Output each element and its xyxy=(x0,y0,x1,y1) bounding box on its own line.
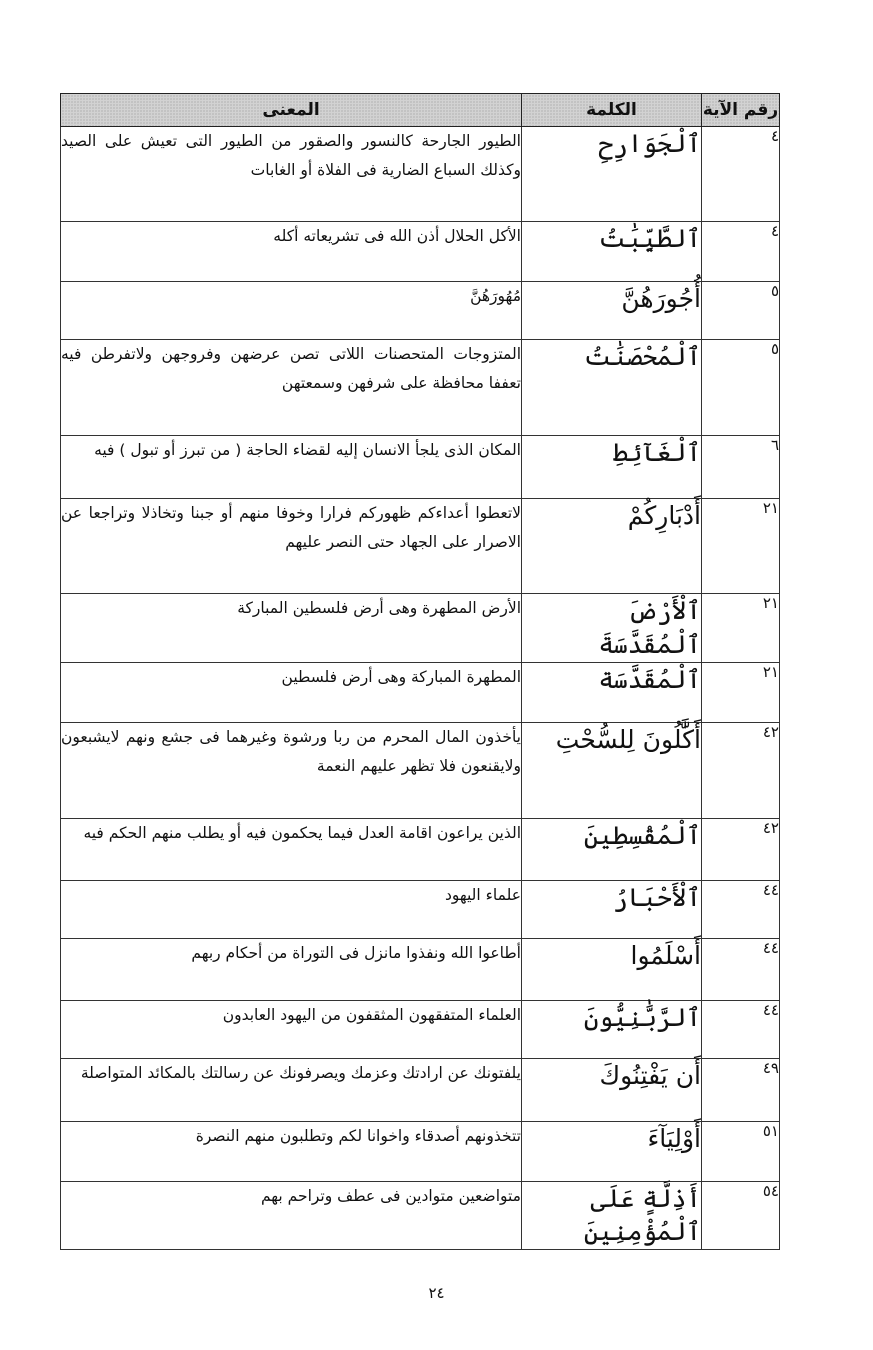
quran-word: ٱلْغَآئِطِ xyxy=(522,436,702,499)
table-row xyxy=(61,127,780,222)
quran-word: ٱلْأَحْبَارُ xyxy=(522,880,702,938)
table-row xyxy=(61,662,780,722)
verse-number: ٢١ xyxy=(702,594,780,663)
table-row xyxy=(61,1181,780,1250)
quran-word: ٱلْأَرْضَ ٱلْمُقَدَّسَةَ xyxy=(522,594,702,663)
glossary-table xyxy=(60,93,780,1250)
table-row xyxy=(61,222,780,282)
quran-word: أُجُورَهُنَّ xyxy=(522,282,702,340)
verse-number: ٥١ xyxy=(702,1121,780,1181)
word-meaning: أطاعوا الله ونفذوا مانزل فى التوراة من أحكام ربهم xyxy=(61,938,522,1000)
quran-word: أَوْلِيَآءَ xyxy=(522,1121,702,1181)
verse-number: ٤٢ xyxy=(702,722,780,818)
table-row xyxy=(61,722,780,818)
table-row xyxy=(61,880,780,938)
quran-word: ٱلْمُقَدَّسَة xyxy=(522,662,702,722)
word-meaning: الذين يراعون اقامة العدل فيما يحكمون فيه أو يطلب منهم الحكم فيه xyxy=(61,818,522,880)
verse-number: ٤٤ xyxy=(702,938,780,1000)
word-meaning: المطهرة المباركة وهى أرض فلسطين xyxy=(61,662,522,722)
page-number: ٢٤ xyxy=(428,1284,445,1302)
word-meaning: مُهُورَهُنَّ xyxy=(61,282,522,340)
header-word: الكلمة xyxy=(522,94,702,127)
verse-number: ٤٢ xyxy=(702,818,780,880)
word-meaning: الأكل الحلال أذن الله فى تشريعاته أكله xyxy=(61,222,522,282)
verse-number: ٤ xyxy=(702,222,780,282)
table-row xyxy=(61,282,780,340)
table-row xyxy=(61,938,780,1000)
quran-word: أَدْبَارِكُمْ xyxy=(522,499,702,594)
verse-number: ٦ xyxy=(702,436,780,499)
quran-word: أَذِلَّةٍ عَلَى ٱلْمُؤْمِنِينَ xyxy=(522,1181,702,1250)
verse-number: ٥ xyxy=(702,340,780,436)
word-meaning: المكان الذى يلجأ الانسان إليه لقضاء الحاجة ( من تبرز أو تبول ) فيه xyxy=(61,436,522,499)
word-meaning: الأرض المطهرة وهى أرض فلسطين المباركة xyxy=(61,594,522,663)
table-row xyxy=(61,1000,780,1058)
verse-number: ٢١ xyxy=(702,499,780,594)
quran-word: أَسْلَمُوا xyxy=(522,938,702,1000)
verse-number: ٤ xyxy=(702,127,780,222)
quran-word: ٱلْمُقْسِطِينَ xyxy=(522,818,702,880)
verse-number: ٥٤ xyxy=(702,1181,780,1250)
verse-number: ٢١ xyxy=(702,662,780,722)
verse-number: ٤٤ xyxy=(702,880,780,938)
header-verse-number: رقم الآية xyxy=(702,94,780,127)
word-meaning: تتخذونهم أصدقاء واخوانا لكم وتطلبون منهم النصرة xyxy=(61,1121,522,1181)
quran-word: أَكَّٰلُونَ لِلسُّحْتِ xyxy=(522,722,702,818)
word-meaning: متواضعين متوادين فى عطف وتراحم بهم xyxy=(61,1181,522,1250)
word-meaning: يلفتونك عن ارادتك وعزمك ويصرفونك عن رسالتك بالمكائد المتواصلة xyxy=(61,1058,522,1121)
table-row xyxy=(61,1058,780,1121)
quran-word: أَن يَفْتِنُوكَ xyxy=(522,1058,702,1121)
table-row xyxy=(61,436,780,499)
quran-word: ٱلْمُحْصَنَٰتُ xyxy=(522,340,702,436)
quran-word: ٱلْجَوَارِحِ xyxy=(522,127,702,222)
verse-number: ٥ xyxy=(702,282,780,340)
word-meaning: يأخذون المال المحرم من ربا ورشوة وغيرهما فى جشع ونهم لايشبعون ولايقنعون فلا تظهر عليهم النعمة xyxy=(61,722,522,818)
word-meaning: الطيور الجارحة كالنسور والصقور من الطيور التى تعيش على الصيد وكذلك السباع الضارية فى الفلاة أو الغابات xyxy=(61,127,522,222)
word-meaning: المتزوجات المتحصنات اللاتى تصن عرضهن وفروجهن ولاتفرطن فيه تعففا محافظة على شرفهن وسمعتهن xyxy=(61,340,522,436)
verse-number: ٤٤ xyxy=(702,1000,780,1058)
word-meaning: العلماء المتفقهون المثقفون من اليهود العابدون xyxy=(61,1000,522,1058)
table-row xyxy=(61,340,780,436)
verse-number: ٤٩ xyxy=(702,1058,780,1121)
quran-word: ٱلرَّبَّٰنِيُّونَ xyxy=(522,1000,702,1058)
table-row xyxy=(61,594,780,663)
word-meaning: لاتعطوا أعداءكم ظهوركم فرارا وخوفا منهم أو جبنا وتخاذلا وتراجعا عن الاصرار على الجهاد حتى النصر عليهم xyxy=(61,499,522,594)
table-row xyxy=(61,1121,780,1181)
table-header-row xyxy=(61,94,780,127)
table-row xyxy=(61,499,780,594)
table-row xyxy=(61,818,780,880)
quran-word: ٱلطَّيِّبَٰتُ xyxy=(522,222,702,282)
header-meaning: المعنى xyxy=(61,94,522,127)
word-meaning: علماء اليهود xyxy=(61,880,522,938)
